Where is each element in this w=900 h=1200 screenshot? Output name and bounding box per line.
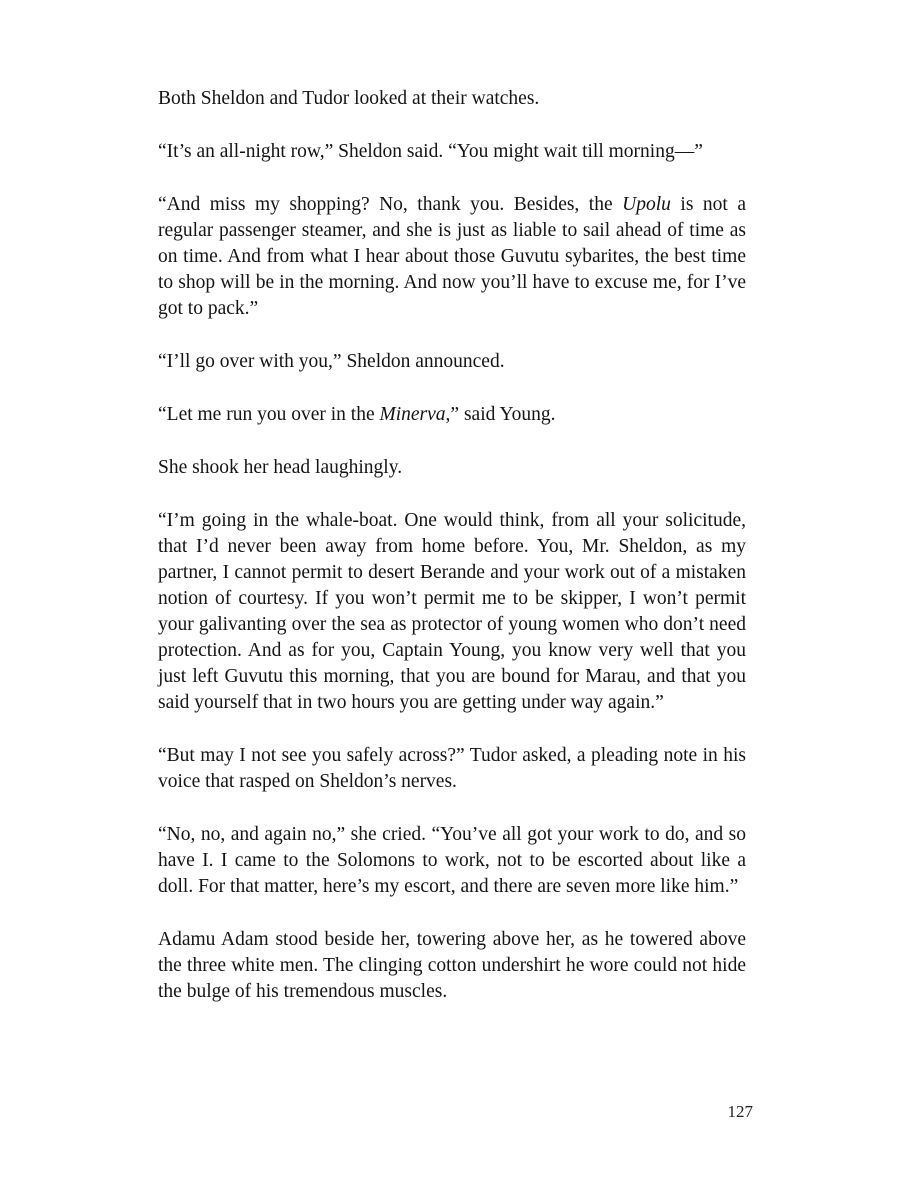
paragraph [158, 349, 746, 375]
paragraph [158, 192, 746, 322]
paragraph [158, 743, 746, 795]
paragraph [158, 927, 746, 1005]
paragraph [158, 822, 746, 900]
text-run: “And miss my shopping? No, thank you. Besides, the [158, 194, 623, 215]
text-run: “No, no, and again no,” she cried. “You’ve all got your work to do, and so have I. I came to the Solomons to work, not to be escorted about like a doll. For that matter, here’s my escort, and there are seven more like him.” [158, 824, 746, 897]
page-body [158, 86, 746, 1032]
text-run: Both Sheldon and Tudor looked at their watches. [158, 88, 540, 109]
page-number: 127 [727, 1102, 753, 1121]
text-run: “Let me run you over in the [158, 404, 380, 425]
text-run: is not a regular passenger steamer, and she is just as liable to sail ahead of time as on time. And from what I hear about those Guvutu sybarites, the best time to shop will be in the morning. And now you’ll have to excuse me, for I’ve got to pack.” [158, 194, 746, 319]
italic-text: Minerva [379, 404, 446, 425]
italic-text: Upolu [622, 194, 671, 215]
text-run: “I’m going in the whale-boat. One would think, from all your solicitude, that I’d never been away from home before. You, Mr. Sheldon, as my partner, I cannot permit to desert Berande and your work out of a mistaken notion of courtesy. If you won’t permit me to be skipper, I won’t permit your galivanting over the sea as protector of young women who don’t need protection. And as for you, Captain Young, you know very well that you just left Guvutu this morning, that you are bound for Marau, and that you said yourself that in two hours you are getting under way again.” [158, 510, 746, 713]
text-run: ,” said Young. [445, 404, 556, 425]
paragraph [158, 508, 746, 716]
paragraph [158, 402, 746, 428]
paragraph [158, 455, 746, 481]
text-run: Adamu Adam stood beside her, towering above her, as he towered above the three white men. The clinging cotton undershirt he wore could not hide the bulge of his tremendous muscles. [158, 929, 746, 1002]
text-run: She shook her head laughingly. [158, 457, 403, 478]
text-run: “I’ll go over with you,” Sheldon announced. [158, 351, 505, 372]
text-run: “But may I not see you safely across?” Tudor asked, a pleading note in his voice that rasped on Sheldon’s nerves. [158, 745, 746, 792]
paragraph [158, 86, 746, 112]
paragraph [158, 139, 746, 165]
text-run: “It’s an all-night row,” Sheldon said. “You might wait till morning—” [158, 141, 703, 162]
